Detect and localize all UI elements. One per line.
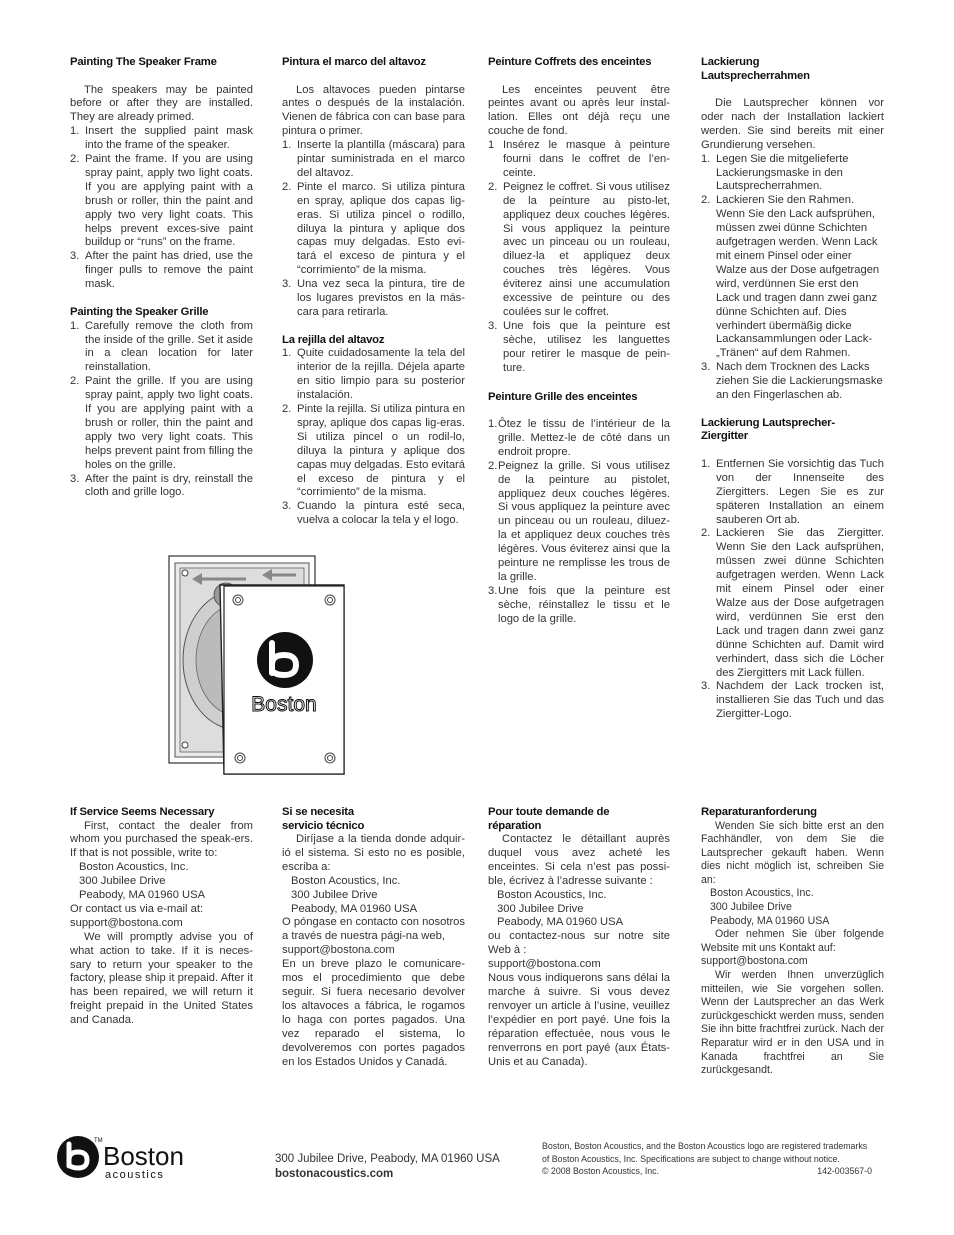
section-title: La rejilla del altavoz	[282, 333, 385, 346]
service-spanish	[282, 806, 465, 1069]
service-french	[488, 806, 670, 1069]
service-text: First, contact the dealer from whom you purchased the speak-ers. If that is not possible, write to:	[70, 819, 253, 860]
intro-text: Los altavoces pueden pintarse antes o después de la instalación. Vienen de fábrica con can base para pintura o primer.	[282, 83, 465, 138]
list-item: 3. Une fois que la peinture est sèche, utilisez les languettes pour retirer le masque de pein-ture.	[488, 319, 670, 374]
list-item: 1. Quite cuidadosamente la tela del interior de la rejilla. Déjela aparte en sitio limpio para su posterior instalación.	[282, 347, 465, 402]
column-spanish	[282, 56, 465, 528]
section-title: Si se necesita servicio técnico	[282, 806, 365, 832]
speaker-grille-illustration	[168, 555, 346, 777]
service-text: Nous vous indiquerons sans délai la marche à suivre. Si vous devez renvoyer un article à l’usine, veuillez l’expédier en port payé. Une fois la réparation effectuée, nous vous le renverrons en port payé (aux États-Unis et au Canada).	[488, 972, 670, 1068]
steps-list	[701, 458, 884, 722]
steps-list	[488, 139, 670, 375]
service-text: Or contact us via e-mail at:	[70, 902, 204, 915]
grille-logo-text: Boston	[251, 693, 317, 716]
service-text: Diríjase a la tienda donde adquir-ió el sistema. Si esto no es posible, escriba a:	[282, 833, 465, 873]
list-item: 1. Inserte la plantilla (máscara) para pintar suministrada en el marco del altavoz.	[282, 139, 465, 179]
section-title: Reparaturanforderung	[701, 806, 817, 818]
intro-text: Les enceintes peuvent être peintes avant ou après leur instal-lation. Elles ont déjà reçu une couche de fond.	[488, 83, 670, 138]
footer-address: 300 Jubilee Drive, Peabody, MA 01960 USA	[275, 1153, 500, 1165]
steps-list	[282, 347, 465, 528]
list-item: 2. Pinte el marco. Si utiliza pintura en spray, aplique dos capas lig-eras. Si utiliza pincel o rodillo, diluya la pintura y aplique dos capas muy delgadas. Esto evi-tará el exceso de pintura y el “corrimiento” de la misma.	[282, 180, 465, 277]
list-item: 2. Lackieren Sie den Rahmen. Wenn Sie den Lack aufsprühen, müssen zwei dünne Schichten aufgetragen werden. Wenn Lack mit einem Pinsel oder einer Walze aus der Dose aufgetragen wird, verdünnen Sie erst den Lack und tragen dann zwei ganz dünne Schichten auf. Dies verhindert übermäßig dicke Lackansammlungen oder Lack-„Tränen“ auf dem Rahmen.	[701, 194, 880, 360]
list-item: 3. Una vez seca la pintura, tire de los lugares previstos en la más-cara para retirarla.	[282, 278, 465, 318]
steps-list	[70, 125, 253, 292]
service-text: Wir werden Ihnen unverzüglich mitteilen, wie Sie vorgehen sollen. Wenn der Lautsprecher an das Werk zurückgeschickt werden muss, senden Sie ihn bitte frachtfrei zurück. Nach der Reparatur wird er in den USA und in Kanada frachtfrei an Sie zurückgesandt.	[701, 969, 884, 1077]
section-title: Pour toute demande de réparation	[488, 806, 610, 832]
section-title: Peinture Coffrets des enceintes	[488, 56, 652, 68]
service-text: O póngase en contacto con nosotros a través de nuestra pági-na web,	[282, 916, 465, 943]
section-title: Painting The Speaker Frame	[70, 56, 217, 68]
address-block: Boston Acoustics, Inc. 300 Jubilee Drive Peabody, MA 01960 USA	[710, 887, 830, 927]
list-item: 1. Insert the supplied paint mask into the frame of the speaker.	[70, 125, 253, 152]
legal-text: of Boston Acoustics, Inc. Specifications are subject to change without notice.	[542, 1153, 840, 1164]
steps-list	[70, 320, 253, 501]
steps-list	[282, 139, 465, 320]
list-item: 2. Pinte la rejilla. Si utiliza pintura en spray, aplique dos capas lig-eras. Si utiliza pincel o un rodil-lo, diluya la pintura y aplique dos capas muy delgadas. Esto evitará el exceso de pintura y el “corrimiento” de la misma.	[282, 403, 465, 499]
service-german	[701, 806, 884, 1078]
list-item: 1 Insérez le masque à peinture fourni dans le coffret de l’en-ceinte.	[488, 139, 670, 179]
list-item: 1. Carefully remove the cloth from the inside of the grille. Set it aside in a clean location for later reinstallation.	[70, 319, 253, 374]
list-item: 2. Lackieren Sie das Ziergitter. Wenn Sie den Lack aufsprühen, müssen zwei dünne Schichten aufgetragen werden. Wenn Lack mit einem Pinsel oder einer Walze aus der Dose aufgetragen wird, verdünnen Sie erst den Lack und tragen dann zwei ganz dünne Schichten auf. Damit wird verhindert, dass sich die Löcher des Ziergitters mit Lack füllen.	[701, 527, 884, 679]
footer-website-link[interactable]: bostonacoustics.com	[275, 1168, 394, 1180]
service-text: En un breve plazo le comunicare-mos el procedimiento que debe seguir. Si fuera necesario devolver los altavoces a fábrica, le rogamos lo haga con portes pagados. Una vez reparado el sistema, lo devolveremos con portes pagados en los Estados Unidos y Canadá.	[282, 958, 465, 1068]
address-block: Boston Acoustics, Inc. 300 Jubilee Drive Peabody, MA 01960 USA	[291, 874, 418, 915]
footer-contact	[275, 1152, 500, 1182]
intro-text: The speakers may be painted before or after they are installed. They are already primed.	[70, 83, 253, 124]
section-title: Pintura el marco del altavoz	[282, 56, 426, 68]
list-item: 2. Peignez le coffret. Si vous utilisez de la peinture au pisto-let, appliquez deux couches légères. Si vous appliquez la peinture avec un pinceau ou un rouleau, diluez-la et appliquez deux couches très légères. Vous éviterez ainsi une accumulation excessive de peinture ou des coulées sur le coffret.	[488, 180, 670, 318]
logo-subtitle: acoustics	[105, 1169, 165, 1181]
email-link[interactable]: support@bostona.com	[701, 955, 808, 968]
section-title: Lackierung Lautsprecher-Ziergitter	[701, 416, 835, 443]
part-number: 142-003567-0	[817, 1166, 872, 1176]
legal-text: Boston, Boston Acoustics, and the Boston Acoustics logo are registered trademarks	[542, 1141, 868, 1151]
boston-acoustics-logo	[56, 1135, 226, 1185]
service-text: ou contactez-nous sur notre site Web à :	[488, 930, 670, 957]
service-text: Oder nehmen Sie über folgende Website mit uns Kontakt auf:	[701, 928, 884, 954]
steps-list	[701, 153, 884, 403]
email-link[interactable]: support@bostona.com	[70, 916, 183, 929]
section-title: Peinture Grille des enceintes	[488, 390, 638, 403]
address-block: Boston Acoustics, Inc. 300 Jubilee Drive Peabody, MA 01960 USA	[79, 861, 206, 902]
service-text: We will promptly advise you of what action to take. If it is neces-sary to return your speaker to the factory, please ship it prepaid. After it has been repaired, we will return it freight prepaid in the United States and Canada.	[70, 930, 253, 1027]
trademark-mark: TM	[94, 1138, 103, 1144]
email-link[interactable]: support@bostona.com	[488, 958, 601, 971]
list-item: 3. Nach dem Trocknen des Lacks ziehen Sie die Lackierungsmaske an den Fingerlaschen ab.	[701, 361, 883, 402]
list-item: 2. Paint the frame. If you are using spray paint, apply two light coats. If you are applying paint with a brush or roller, thin the paint and apply two very light coats. This helps prevent exces-sive paint buildup or “runs” on the frame.	[70, 153, 253, 249]
service-text: Wenden Sie sich bitte erst an den Fachhändler, von dem Sie die Lautsprecher gekauft haben. Wenn dies nicht möglich ist, schreiben Sie an:	[701, 819, 884, 886]
list-item: 2. Paint the grille. If you are using spray paint, apply two light coats. If you are applying paint with a brush or roller, thin the paint and apply two very light coats. This helps prevent paint from filling the holes on the grille.	[70, 375, 253, 471]
list-item: 3. Nachdem der Lack trocken ist, installieren Sie das Tuch und das Ziergitter-Logo.	[701, 680, 884, 721]
column-german	[701, 56, 884, 722]
address-block: Boston Acoustics, Inc. 300 Jubilee Drive Peabody, MA 01960 USA	[497, 888, 624, 929]
list-item: 1. Ôtez le tissu de l’intérieur de la grille. Mettez-le de côté dans un endroit propre.	[488, 418, 670, 458]
copyright-text: © 2008 Boston Acoustics, Inc.	[542, 1166, 659, 1176]
service-english	[70, 806, 253, 1028]
intro-text: Die Lautsprecher können vor oder nach der Installation lackiert werden. Sie sind bereits mit einer Grundierung versehen.	[701, 97, 884, 151]
list-item: 3. Cuando la pintura esté seca, vuelva a colocar la tela y el logo.	[282, 500, 465, 527]
steps-list	[488, 418, 670, 627]
section-title: If Service Seems Necessary	[70, 806, 215, 818]
list-item: 3. After the paint has dried, use the finger pulls to remove the paint mask.	[70, 250, 253, 291]
list-item: 3. Une fois que la peinture est sèche, réinstallez le tissu et le logo de la grille.	[488, 584, 670, 625]
list-item: 3. After the paint is dry, reinstall the cloth and grille logo.	[70, 472, 253, 499]
list-item: 2. Peignez la grille. Si vous utilisez de la peinture au pistolet, appliquez deux couches légères. Si vous appliquez la peinture avec un pinceau ou un rouleau, diluez-la et appliquez deux couches très légères. Vous éviterez ainsi que la peinture ne remplisse les trous de la grille.	[488, 459, 670, 583]
section-title: Painting the Speaker Grille	[70, 306, 209, 319]
list-item: 1. Legen Sie die mitgelieferte Lackierungsmaske in den Lautsprecherrahmen.	[701, 152, 849, 193]
list-item: 1. Entfernen Sie vorsichtig das Tuch von der Innenseite des Ziergitters. Legen Sie es zur späteren Installation an einem sauberen Ort ab.	[701, 457, 884, 526]
column-french	[488, 56, 670, 627]
logo-wordmark: Boston	[103, 1141, 184, 1171]
section-title: Lackierung Lautsprecherrahmen	[701, 56, 810, 82]
email-link[interactable]: support@bostona.com	[282, 944, 395, 957]
column-english	[70, 56, 253, 500]
service-text: Contactez le détaillant auprès duquel vous avez acheté les enceintes. Si cela n’est pas possi-ble, écrivez à l’adresse suivante :	[488, 833, 670, 887]
footer-legal	[542, 1140, 902, 1178]
